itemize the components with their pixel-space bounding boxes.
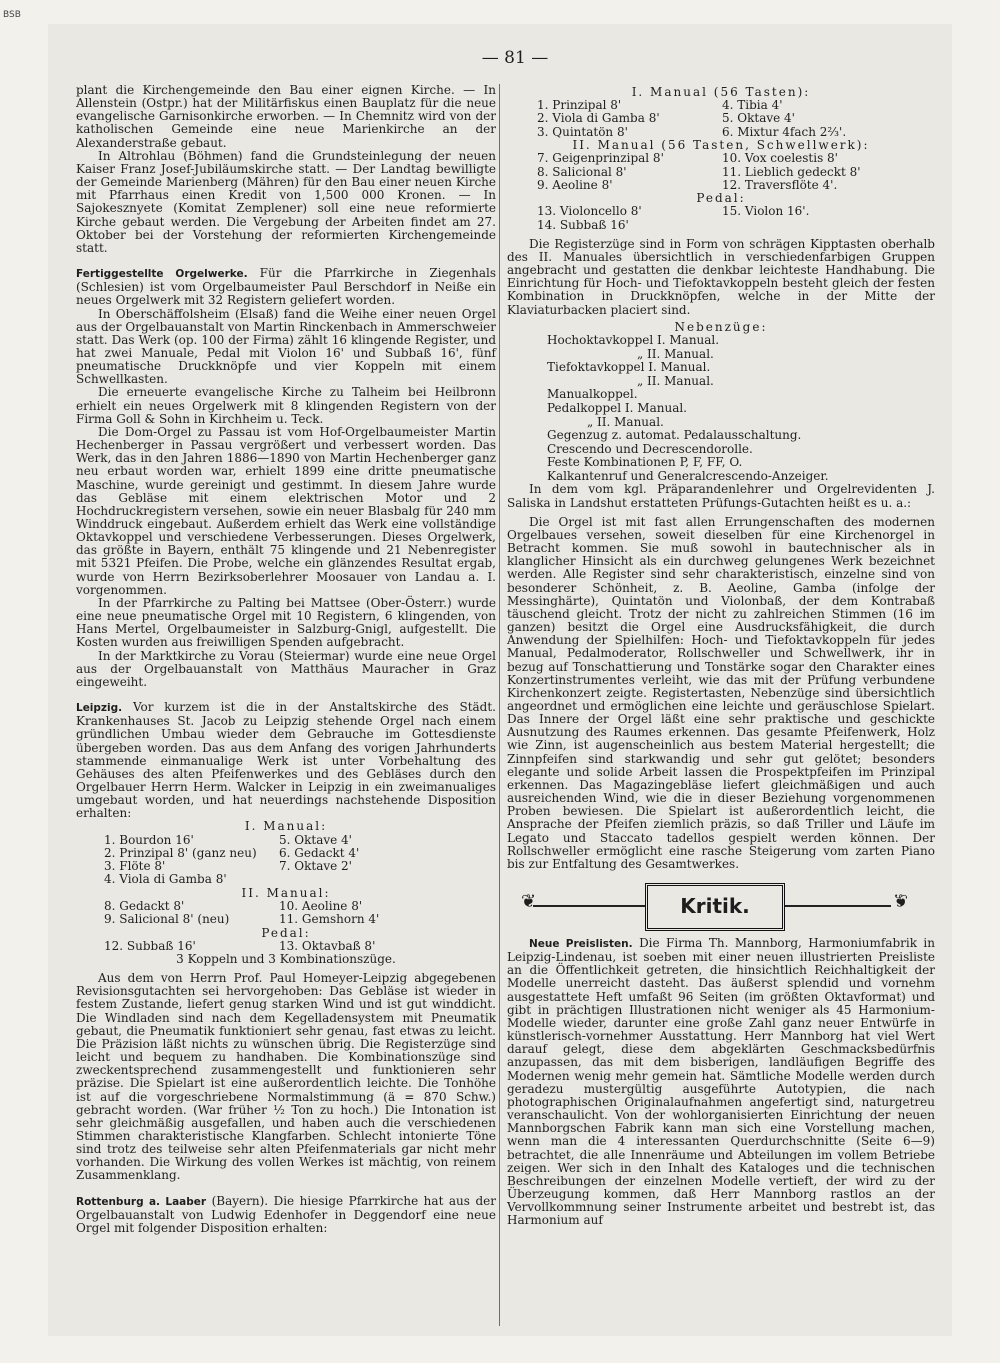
list-item: Kalkantenruf und Generalcrescendo-Anzeiger. xyxy=(547,468,829,483)
register-row: 1. Prinzipal 8' 4. Tibia 4' xyxy=(537,98,783,113)
paragraph: Die Dom-Orgel zu Passau ist vom Hof-Orgelbaumeister Martin Hechenberger in Passau vergrößert und verbessert worden. Das Werk, das in den Jahren 1886—1890 von Martin Hechenberger ganz neu erbaut worden war, erhielt 1899 eine dritte pneumatische Maschine, wurde gereinigt und gestimmt. In diesem Jahre wurde das Gebläse mit einem elektrischen Motor und 2 Hochdruckregistern versehen, sowie ein neuer Blasbalg für 240 mm Winddruck eingebaut. Außerdem erhielt das Werk eine vollständige Oktavkoppel und verschiedene Verbesserungen. Dieses Orgelwerk, das größte in Bayern, enthält 75 klingende und 21 Nebenregister mit 5321 Pfeifen. Die Probe, welche ein glänzendes Resultat ergab, wurde von Herrn Bezirksoberlehrer Moosauer von Landau a. I. vorgenommen. xyxy=(76,424,496,597)
left-column xyxy=(76,84,496,1235)
paragraph: Für die Pfarrkirche in Ziegenhals (Schlesien) ist vom Orgelbaumeister Paul Berschdorf in Neiße ein neues Orgelwerk mit 32 Registern geliefert worden. xyxy=(76,266,496,308)
paragraph: In der Pfarrkirche zu Palting bei Mattsee (Ober-Österr.) wurde eine neue pneumatische Orgel mit 10 Registern, 6 klingenden, von Hans Mertel, Orgelbaumeister in Salzburg-Gnigl, aufgestellt. Die Kosten wurden aus freiwilligen Spenden aufgebracht. xyxy=(76,595,496,650)
column-divider xyxy=(499,84,500,1326)
paragraph: Die Firma Th. Mannborg, Harmoniumfabrik in Leipzig-Lindenau, ist soeben mit einer neuen illustrierten Preisliste an die Öffentlichkeit getreten, die hinsichtlich Reichhaltigkeit der Modelle unerreicht dasteht. Das äußerst splendid und vornehm ausgestattete Heft umfaßt 96 Seiten (im größten Oktavformat) und gibt in prächtigen Illustrationen nicht weniger als 45 Harmonium-Modelle wieder, darunter eine große Zahl ganz neuer Entwürfe in künstlerisch-vornehmer Ausstattung. Herr Mannborg hat viel Wert darauf gelegt, diese dem abgeklärten Geschmacksbedürfnis anzupassen, das mit dem bisberigen, landläufigen Begriffe des Modernen wenig mehr gemein hat. Sämtliche Modelle werden durch geradezu mustergültig ausgeführte Autotypien, die nach photographischen Originalaufnahmen angefertigt sind, naturgetreu veranschaulicht. Von der wohlorganisierten Einrichtung der neuen Mannborgschen Fabrik kann man sich eine Vorstellung machen, wenn man die 4 interessanten Querdurchschnitte (Seite 6—9) betrachtet, die alle Innenräume und Abteilungen im vollem Betriebe zeigen. Wer sich in den Inhalt des Kataloges und die technischen Beschreibungen der einzelnen Modelle vertieft, der wird zu der Überzeugung kommen, daß Herr Mannborg rastlos an der Vervollkommnung seiner Instrumente arbeitet und bestrebt ist, das Harmonium auf xyxy=(507,936,935,1228)
register-row: 7. Geigenprinzipal 8' 10. Vox coelestis 8' xyxy=(537,151,838,166)
register-row: 9. Aeoline 8' 12. Traversflöte 4'. xyxy=(537,177,838,192)
register-row: 2. Prinzipal 8' (ganz neu) 6. Gedackt 4' xyxy=(104,845,360,860)
paragraph: In dem vom kgl. Präparandenlehrer und Orgelrevidenten J. Saliska in Landshut erstatteten Prüfungs-Gutachten heißt es u. a.: xyxy=(507,482,935,510)
kritik-heading: Kritik. xyxy=(645,883,785,931)
right-column xyxy=(507,86,935,1227)
nebenzuege-list xyxy=(507,334,935,484)
register-list xyxy=(76,834,496,887)
list-item: „ II. Manual. xyxy=(637,373,714,388)
paragraph: Die Registerzüge sind in Form von schrägen Kipptasten oberhalb des II. Manuales übersichtlich in verschiedenfarbigen Gruppen angebracht und gestatten die denkbar leichteste Handhabung. Die Einrichtung für Hoch- und Tiefoktavkoppeln besteht gleich der festen Kombination in Druckknöpfen, welche in der Mitte der Klaviaturbacken placiert sind. xyxy=(507,236,935,317)
paragraph: plant die Kirchengemeinde den Bau einer eignen Kirche. — In Allenstein (Ostpr.) hat der Militärfiskus einen Bauplatz für die neue evangelische Garnisonkirche erworben. — In Chemnitz wird von der katholischen Gemeinde eine neue Marienkirche an der Alexanderstraße gebaut. xyxy=(76,83,496,150)
koppeln-note: 3 Koppeln und 3 Kombinationszüge. xyxy=(176,951,396,966)
register-row: 3. Flöte 8' 7. Oktave 2' xyxy=(104,859,352,874)
register-list xyxy=(507,99,935,139)
register-row: 1. Bourdon 16' 5. Oktave 4' xyxy=(104,832,352,847)
register-row: 13. Violoncello 8' 15. Violon 16'. xyxy=(537,204,810,219)
manual-title: I. Manual (56 Tasten): xyxy=(631,85,811,99)
ornament-line xyxy=(533,905,645,907)
section-heading: Leipzig. xyxy=(76,702,123,715)
register-list xyxy=(507,205,935,232)
manual-title: I. Manual: xyxy=(244,819,328,834)
section-heading: Neue Preislisten. xyxy=(529,938,633,950)
paragraph: Aus dem von Herrn Prof. Paul Homeyer-Leipzig abgegebenen Revisionsgutachten sei hervorgehoben: Das Gebläse ist wieder in festem Zustande, liefert genug starken Wind und ist gut winddicht. Die Windladen sind nach dem Kegelladensystem mit Pneumatik gebaut, die Pneumatik funktioniert sehr genau, fast etwas zu leicht. Die Präzision läßt nichts zu wünschen übrig. Die Registerzüge sind leicht und bequem zu handhaben. Die Kombinationszüge sind zweckentsprechend zusammengestellt und funktionieren sehr präzise. Die Spielart ist eine außerordentlich leichte. Die Tonhöhe ist auf die vorgeschriebene Normalstimmung (ä = 870 Schw.) gebracht worden. (War früher ½ Ton zu hoch.) Die Intonation ist sehr gleichmäßig ausgefallen, und haben auch die verschiedenen Stimmen charakteristische Klangfarben. Schlecht intonierte Töne sind trotz des teilweise sehr alten Pfeifenmaterials gar nicht mehr vorhanden. Die Wirkung des vollen Werkes ist mächtig, von reinem Zusammenklang. xyxy=(76,971,496,1183)
register-list xyxy=(76,900,496,927)
list-item: Crescendo und Decrescendorolle. xyxy=(547,441,753,456)
paragraph: In Oberschäffolsheim (Elsaß) fand die Weihe einer neuen Orgel aus der Orgelbauanstalt von Martin Rinckenbach in Ammerschweier statt. Das Werk (op. 100 der Firma) zählt 16 klingende Register, und hat zwei Manuale, Pedal mit Violon 16' und Subbaß 16', fünf pneumatische Druckknöpfe und vier Koppeln mit einem Schwellkasten. xyxy=(76,306,496,387)
list-item: „ II. Manual. xyxy=(637,346,714,361)
ornament-icon: ❦ xyxy=(521,891,537,912)
library-stamp: BSB xyxy=(3,10,21,20)
section-heading: Rottenburg a. Laaber xyxy=(76,1195,207,1208)
manual-title: II. Manual (56 Tasten, Schwellwerk): xyxy=(572,138,870,153)
paragraph: Vor kurzem ist die in der Anstaltskirche des Städt. Krankenhauses St. Jacob zu Leipzig stehende Orgel nach einem gründlichen Umbau wieder dem Gebrauche im Gottesdienste übergeben worden. Das aus dem Anfang des vorigen Jahrhunderts stammende einmanualige Werk ist unter Vorbehaltung des Gehäuses des alten Pfeifenwerkes und des Gebläses durch den Orgelbauer Herrn Herm. Walcker in Leipzig in ein zweimanualiges umgebaut worden, und hat neuerdings nachstehende Disposition erhalten: xyxy=(76,700,496,821)
nebenzuege-title: Nebenzüge: xyxy=(674,319,768,334)
register-row: 2. Viola di Gamba 8' 5. Oktave 4' xyxy=(537,111,795,126)
register-row: 3. Quintatön 8' 6. Mixtur 4fach 2⅔'. xyxy=(537,124,847,139)
register-row: 8. Gedackt 8' 10. Aeoline 8' xyxy=(104,898,363,913)
register-row: 4. Viola di Gamba 8' xyxy=(104,872,227,887)
kritik-banner xyxy=(507,881,935,931)
list-item: Gegenzug z. automat. Pedalausschaltung. xyxy=(547,428,802,443)
section-heading: Fertiggestellte Orgelwerke. xyxy=(76,268,248,281)
paragraph: Die Orgel ist mit fast allen Errungenschaften des modernen Orgelbaues versehen, soweit dieselben für eine Kirchenorgel in Betracht kommen. Sie muß sowohl in bautechnischer als in klanglicher Hinsicht als ein durchweg gelungenes Werk bezeichnet werden. Alle Register sind sehr charakteristisch, einzelne sind von besonderer Schönheit, z. B. Aeoline, Gamba (infolge der Messinghärte), Quintatön und Violonbaß, der dem Kontrabaß täuschend gleicht. Trotz der nicht zu zahlreichen Stimmen (16 im ganzen) besitzt die Orgel eine Ausdrucksfähigkeit, die durch Anwendung der Spielhilfen: Hoch- und Tiefoktavkoppeln für jedes Manual, Pedalmoderator, Rollschweller und Schwellwerk, ihr in bezug auf Tonschattierung und Tonstärke sogar den Charakter eines Konzertinstrumentes verleiht, wie das mit der Prüfung verbundene Kirchenkonzert zeigte. Registertasten, Nebenzüge sind übersichtlich angeordnet und ermöglichen eine leichte und geräuschlose Spielart. Das Innere der Orgel läßt eine sehr praktische und geschickte Ausnutzung des Raumes erkennen. Das gesamte Pfeifenwerk, Holz wie Zinn, ist augenscheinlich aus bestem Material hergestellt; die Zinnpfeifen sind starkwandig und sehr gut gelötet; besonders elegante und solide Arbeit lassen die Prospektpfeifen im Prinzipal erkennen. Das Magazingebläse liefert gleichmäßigen und auch ausreichenden Wind, wie die in dieser Beziehung vorgenommenen Proben bewiesen. Die Spielart ist außerordentlich leicht, die Ansprache der Pfeifen ziemlich präzis, so daß Triller und Läufe im Legato und Staccato tadellos gespielt werden können. Der Rollschweller ermöglicht eine rasche Steigerung vom zarten Piano bis zur Entfaltung des Gesamtwerkes. xyxy=(507,514,935,871)
register-list xyxy=(76,940,496,953)
register-row: 9. Salicional 8' (neu) 11. Gemshorn 4' xyxy=(104,912,380,927)
page-number: — 81 — xyxy=(481,48,549,68)
paragraph: In der Marktkirche zu Vorau (Steiermar) wurde eine neue Orgel aus der Orgelbauanstalt von Matthäus Mauracher in Graz eingeweiht. xyxy=(76,648,496,689)
pedal-title: Pedal: xyxy=(261,925,311,940)
manual-title: II. Manual: xyxy=(241,885,331,900)
list-item: „ II. Manual. xyxy=(587,414,664,429)
ornament-icon: ❦ xyxy=(893,891,909,912)
list-item: Tiefoktavkoppel I. Manual. xyxy=(547,360,711,375)
list-item: Hochoktavkoppel I. Manual. xyxy=(547,332,720,347)
pedal-title: Pedal: xyxy=(696,191,746,206)
register-row: 8. Salicional 8' 11. Lieblich gedeckt 8' xyxy=(537,164,861,179)
register-list xyxy=(507,152,935,192)
ornament-line xyxy=(779,905,891,907)
list-item: Feste Kombinationen P, F, FF, O. xyxy=(547,455,743,470)
list-item: Pedalkoppel I. Manual. xyxy=(547,400,687,415)
register-row: 12. Subbaß 16' 13. Oktavbaß 8' xyxy=(104,938,376,953)
paragraph: In Altrohlau (Böhmen) fand die Grundsteinlegung der neuen Kaiser Franz Josef-Jubiläumskirche statt. — Der Landtag bewilligte der Gemeinde Marienberg (Mähren) für den Bau einer neuen Kirche mit Pfarrhaus einen Kredit von 1,500 000 Kronen. — In Sajokesznyete (Komitat Zemplener) soll eine neue reformierte Kirche gebaut werden. Die Vergebung der Arbeiten findet am 27. Oktober bei der Vorstehung der reformierten Kirchengemeinde statt. xyxy=(76,148,496,255)
paragraph: Die erneuerte evangelische Kirche zu Talheim bei Heilbronn erhielt ein neues Orgelwerk mit 8 klingenden Registern von der Firma Goll & Sohn in Kirchheim u. Teck. xyxy=(76,385,496,426)
register-row: 14. Subbaß 16' xyxy=(537,217,629,232)
paragraph: (Bayern). Die hiesige Pfarrkirche hat aus der Orgelbauanstalt von Ludwig Edenhofer in Deggendorf eine neue Orgel mit folgender Disposition erhalten: xyxy=(76,1193,496,1235)
list-item: Manualkoppel. xyxy=(547,387,638,402)
